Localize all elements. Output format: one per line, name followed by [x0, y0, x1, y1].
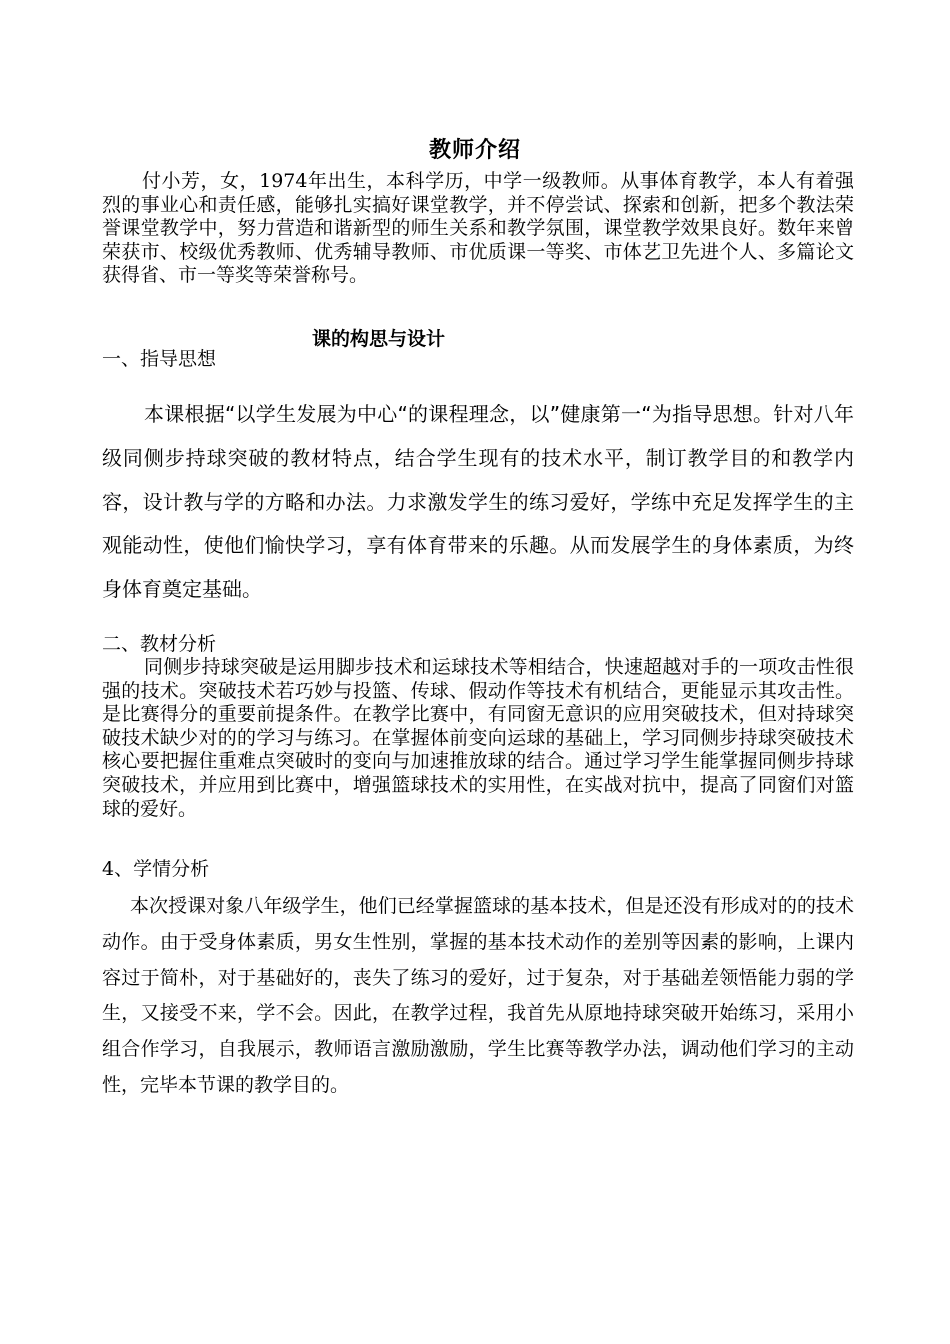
material-analysis-paragraph: 同侧步持球突破是运用脚步技术和运球技术等相结合，快速超越对手的一项攻击性很强的技术。突破技术若巧妙与投篮、传球、假动作等技术有机结合，更能显示其攻击性。是比赛得分的重要前提条件。在教学比赛中，有同窗无意识的应用突破技术，但对持球突破技术缺少对的的学习与练习。在掌握体前变向运球的基础上，学习同侧步持球突破技术核心要把握住重难点突破时的变向与加速推放球的结合。通过学习学生能掌握同侧步持球突破技术，并应用到比赛中，增强篮球技术的实用性，在实战对抗中，提高了同窗们对篮球的爱好。: [102, 656, 854, 820]
heading-material-analysis: 二、教材分析: [102, 633, 217, 655]
teacher-intro-paragraph: 付小芳，女，1974年出生，本科学历，中学一级教师。从事体育教学，本人有着强烈的事业心和责任感，能够扎实搞好课堂教学，并不停尝试、探索和创新，把多个教法荣誉课堂教学中，努力营造和谐新型的师生关系和教学氛围，课堂教学效果良好。数年来曾荣获市、校级优秀教师、优秀辅导教师、市优质课一等奖、市体艺卫先进个人、多篇论文获得省、市一等奖等荣誉称号。: [102, 170, 854, 286]
student-analysis-paragraph: 本次授课对象八年级学生，他们已经掌握篮球的基本技术，但是还没有形成对的的技术动作。由于受身体素质，男女生性别，掌握的基本技术动作的差别等因素的影响，上课内容过于简朴，对于基础好的，丧失了练习的爱好，过于复杂，对于基础差领悟能力弱的学生，又接受不来，学不会。因此，在教学过程，我首先从原地持球突破开始练习，采用小组合作学习，自我展示，教师语言激励激励，学生比赛等教学办法，调动他们学习的主动性，完毕本节课的教学目的。: [102, 895, 854, 1096]
document-title: 教师介绍: [428, 137, 521, 163]
heading-student-analysis: 4、学情分析: [102, 858, 210, 880]
guiding-thought-paragraph: 本课根据“以学生发展为中心“的课程理念，以”健康第一“为指导思想。针对八年级同侧步持球突破的教材特点，结合学生现有的技术水平，制订教学目的和教学内容，设计教与学的方略和办法。力求激发学生的练习爱好，学练中充足发挥学生的主观能动性，使他们愉快学习，享有体育带来的乐趣。从而发展学生的身体素质，为终身体育奠定基础。: [102, 402, 854, 602]
heading-guiding-thought: 一、指导思想: [102, 348, 217, 370]
section-subtitle: 课的构思与设计: [312, 328, 446, 350]
